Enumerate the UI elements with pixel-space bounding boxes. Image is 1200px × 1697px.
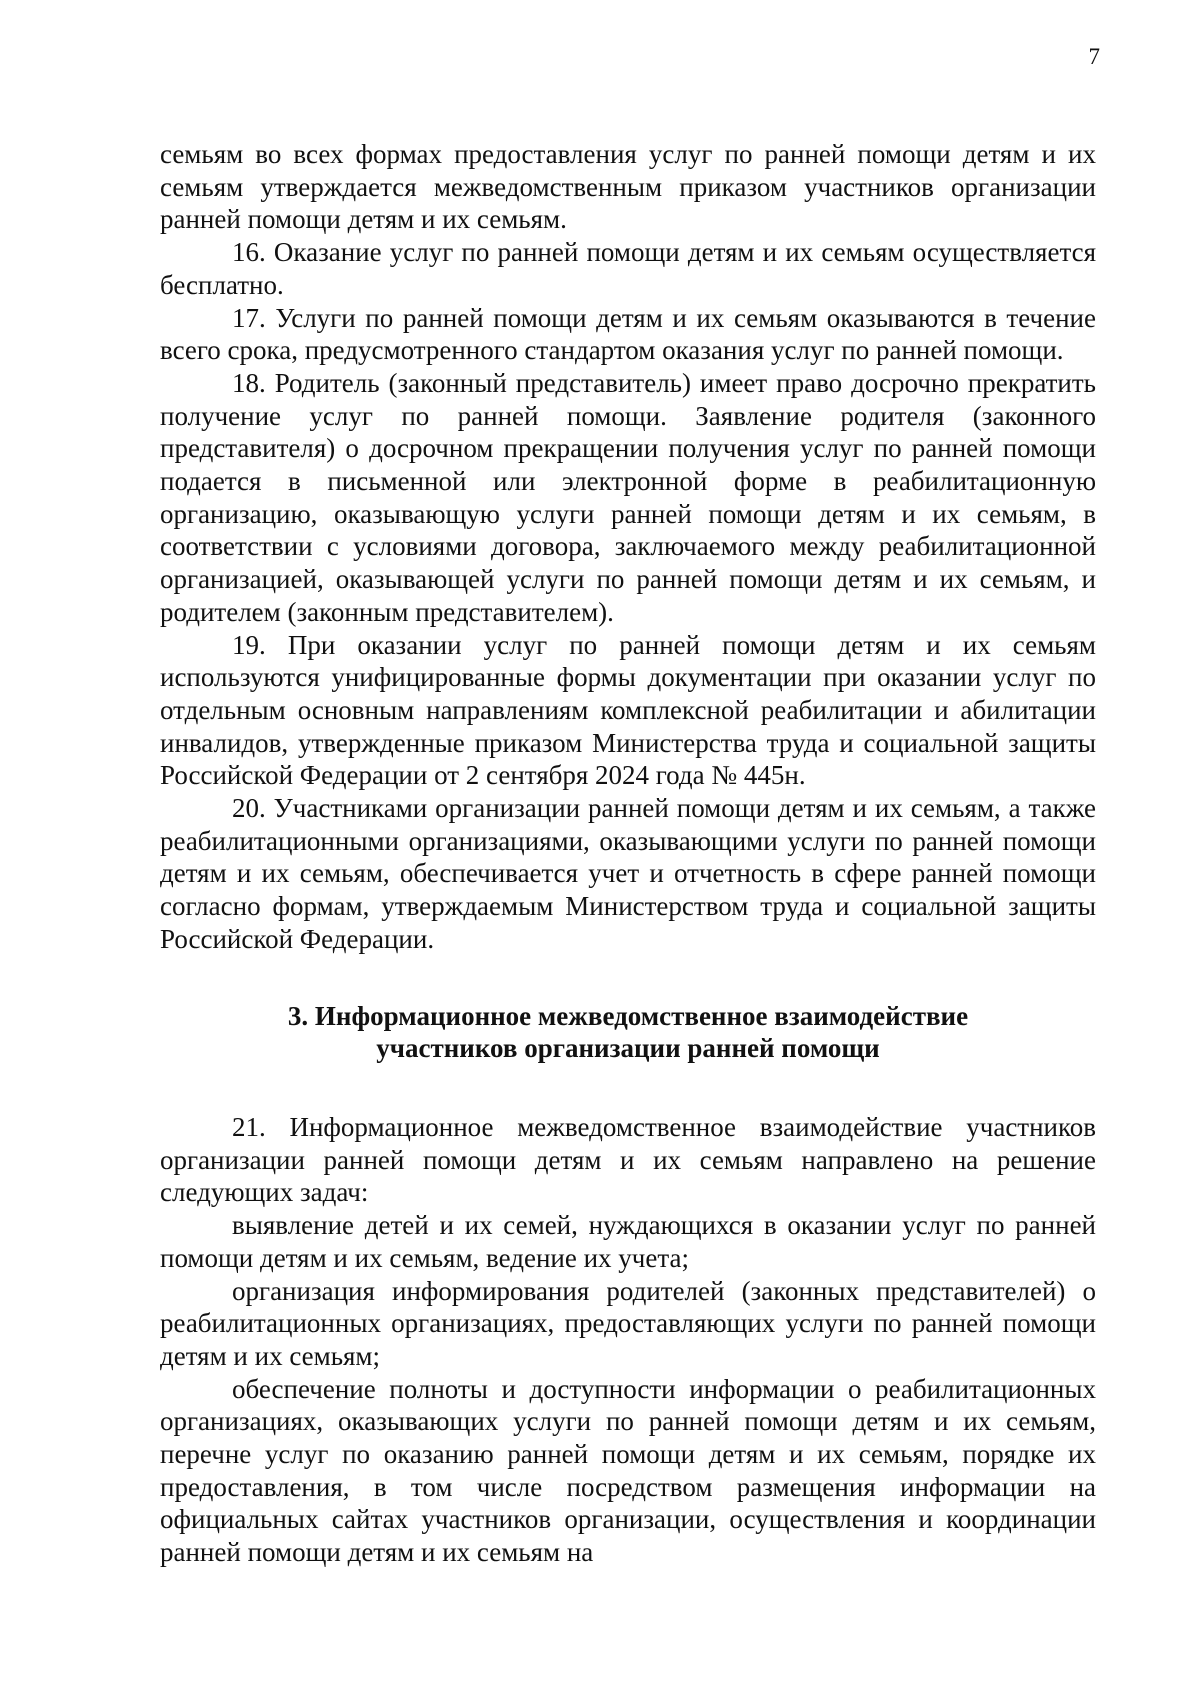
- paragraph-16: 16. Оказание услуг по ранней помощи детям и их семьям осуществляется бесплатно.: [160, 237, 1096, 300]
- paragraph-20: 20. Участниками организации ранней помощи детям и их семьям, а также реабилитационными организациями, оказывающими услуги по ранней помощи детям и их семьям, обеспечивается учет и отчетность в сфере ранней помощи согласно формам, утверждаемым Министерством труда и социальной защиты Российской Федерации.: [160, 793, 1096, 954]
- section-3-heading-line-1: 3. Информационное межведомственное взаимодействие: [287, 1000, 969, 1031]
- paragraph-18: 18. Родитель (законный представитель) имеет право досрочно прекратить получение услуг по ранней помощи. Заявление родителя (законного представителя) о досрочном прекращении получения услуг по ранней помощи подается в письменной или электронной форме в реабилитационную организацию, оказывающую услуги ранней помощи детям и их семьям, в соответствии с условиями договора, заключаемого между реабилитационной организацией, оказывающей услуги по ранней помощи детям и их семьям, и родителем (законным представителем).: [160, 367, 1096, 627]
- task-item-2: организация информирования родителей (законных представителей) о реабилитационных организациях, предоставляющих услуги по ранней помощи детям и их семьям;: [160, 1275, 1096, 1371]
- document-body: [160, 138, 1096, 1569]
- paragraph-continuation: семьям во всех формах предоставления услуг по ранней помощи детям и их семьям утверждается межведомственным приказом участников организации ранней помощи детям и их семьям.: [160, 139, 1096, 235]
- task-item-3: обеспечение полноты и доступности информации о реабилитационных организациях, оказывающих услуги по ранней помощи детям и их семьям, перечне услуг по оказанию ранней помощи детям и их семьям, порядке их предоставления, в том числе посредством размещения информации на официальных сайтах участников организации, осуществления и координации ранней помощи детям и их семьям на: [160, 1373, 1096, 1568]
- paragraph-17: 17. Услуги по ранней помощи детям и их семьям оказываются в течение всего срока, предусмотренного стандартом оказания услуг по ранней помощи.: [160, 302, 1096, 366]
- task-item-1: выявление детей и их семей, нуждающихся в оказании услуг по ранней помощи детям и их семьям, ведение их учета;: [160, 1210, 1096, 1273]
- paragraph-21: 21. Информационное межведомственное взаимодействие участников организации ранней помощи детям и их семьям направлено на решение следующих задач:: [160, 1111, 1096, 1208]
- page-number: 7: [1088, 44, 1100, 69]
- paragraph-19: 19. При оказании услуг по ранней помощи детям и их семьям используются унифицированные формы документации при оказании услуг по отдельным основным направлениям комплексной реабилитации и абилитации инвалидов, утвержденные приказом Министерства труда и социальной защиты Российской Федерации от 2 сентября 2024 года № 445н.: [160, 629, 1096, 791]
- section-3-heading-line-2: участников организации ранней помощи: [376, 1033, 880, 1064]
- section-3-heading: [160, 1000, 1096, 1065]
